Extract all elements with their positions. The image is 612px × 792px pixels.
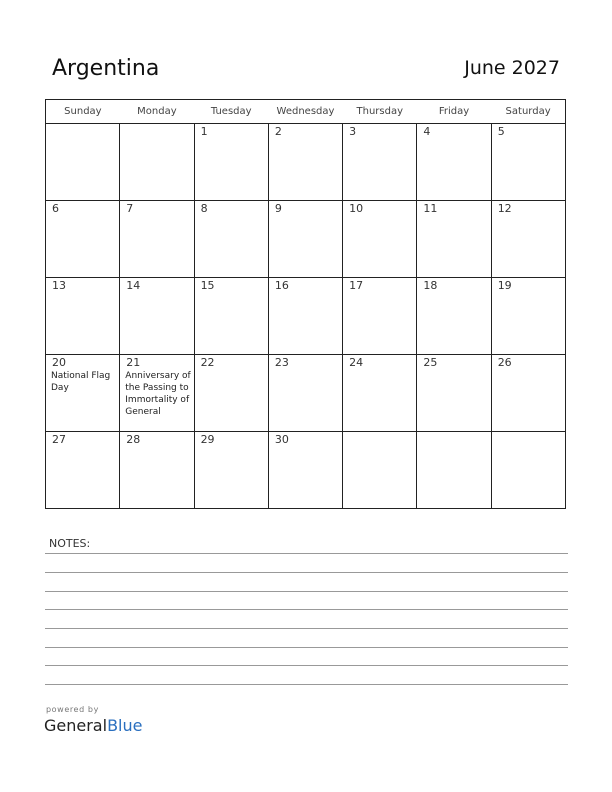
calendar-week-row [46, 355, 566, 432]
day-number: 24 [349, 356, 364, 369]
day-number [120, 124, 193, 125]
calendar-week-row [46, 124, 566, 201]
weekday-thursday: Thursday [343, 100, 417, 124]
day-number: 28 [126, 433, 141, 446]
calendar-day-cell[interactable] [46, 432, 120, 509]
calendar-day-cell[interactable] [120, 355, 194, 432]
day-number: 15 [200, 279, 215, 292]
calendar-day-cell[interactable] [268, 278, 342, 355]
calendar-day-cell[interactable] [417, 278, 491, 355]
calendar-day-cell[interactable] [268, 124, 342, 201]
calendar-day-cell[interactable] [120, 278, 194, 355]
holiday-event: Anniversary of the Passing to Immortality of General [125, 371, 191, 417]
day-number: 11 [423, 202, 438, 215]
day-number [46, 124, 119, 125]
day-number: 25 [423, 356, 438, 369]
note-line [45, 684, 568, 685]
notes-label: NOTES: [49, 537, 91, 550]
day-number: 23 [274, 356, 289, 369]
calendar-week-row [46, 432, 566, 509]
note-line [45, 628, 568, 629]
calendar-day-cell[interactable] [491, 355, 565, 432]
weekday-monday: Monday [120, 100, 194, 124]
calendar-day-cell[interactable] [343, 355, 417, 432]
calendar-month-year: June 2027 [464, 57, 560, 79]
day-number: 19 [497, 279, 512, 292]
calendar-day-cell[interactable] [491, 432, 565, 509]
note-line [45, 665, 568, 666]
day-number: 27 [52, 433, 66, 446]
day-number: 13 [52, 279, 66, 292]
note-line [45, 591, 568, 592]
weekday-saturday: Saturday [491, 100, 565, 124]
powered-by-text: powered by [46, 705, 99, 714]
note-line [45, 647, 568, 648]
calendar-day-cell[interactable] [120, 201, 194, 278]
day-number: 16 [274, 279, 289, 292]
calendar-week-row [46, 278, 566, 355]
day-number [492, 432, 565, 433]
day-number: 8 [200, 202, 208, 215]
calendar-day-cell[interactable] [491, 278, 565, 355]
day-number: 20 [52, 356, 66, 369]
calendar-day-cell[interactable] [120, 432, 194, 509]
calendar-week-row [46, 201, 566, 278]
day-number: 21 [126, 356, 141, 369]
day-number: 14 [126, 279, 141, 292]
day-number [343, 432, 416, 433]
day-number: 2 [274, 125, 282, 138]
brand-name-part2: Blue [107, 716, 143, 735]
calendar-day-cell[interactable] [417, 355, 491, 432]
note-line [45, 572, 568, 573]
calendar-day-cell[interactable] [46, 278, 120, 355]
day-number: 10 [349, 202, 364, 215]
weekday-header-row [46, 100, 566, 124]
day-number: 6 [52, 202, 59, 215]
day-number [417, 432, 490, 433]
day-number: 12 [497, 202, 512, 215]
weekday-wednesday: Wednesday [268, 100, 342, 124]
holiday-event: National Flag Day [51, 371, 111, 393]
calendar-day-cell[interactable] [343, 432, 417, 509]
calendar-day-cell[interactable] [46, 124, 120, 201]
day-number: 22 [200, 356, 215, 369]
day-number: 29 [200, 433, 215, 446]
day-number: 26 [497, 356, 512, 369]
day-number: 18 [423, 279, 438, 292]
calendar-day-cell[interactable] [194, 432, 268, 509]
calendar-day-cell[interactable] [417, 201, 491, 278]
day-number: 30 [274, 433, 289, 446]
note-line [45, 609, 568, 610]
calendar-day-cell[interactable] [343, 278, 417, 355]
calendar-country: Argentina [52, 56, 160, 81]
calendar-day-cell[interactable] [268, 201, 342, 278]
day-number: 1 [200, 125, 208, 138]
day-number: 17 [349, 279, 364, 292]
calendar-day-cell[interactable] [491, 201, 565, 278]
day-number: 7 [126, 202, 134, 215]
calendar-day-cell[interactable] [417, 432, 491, 509]
calendar-day-cell[interactable] [194, 278, 268, 355]
calendar-day-cell[interactable] [46, 355, 120, 432]
calendar-day-cell[interactable] [268, 355, 342, 432]
weekday-sunday: Sunday [46, 100, 120, 124]
calendar-day-cell[interactable] [46, 201, 120, 278]
calendar-day-cell[interactable] [417, 124, 491, 201]
calendar-day-cell[interactable] [268, 432, 342, 509]
weekday-friday: Friday [417, 100, 491, 124]
note-line [45, 553, 568, 554]
calendar-day-cell[interactable] [194, 355, 268, 432]
calendar-grid [45, 99, 566, 509]
day-number: 4 [423, 125, 431, 138]
calendar-day-cell[interactable] [194, 124, 268, 201]
calendar-day-cell[interactable] [491, 124, 565, 201]
calendar-day-cell[interactable] [343, 124, 417, 201]
brand-logo[interactable] [44, 716, 142, 735]
calendar-day-cell[interactable] [343, 201, 417, 278]
day-number: 9 [274, 202, 282, 215]
calendar-day-cell[interactable] [194, 201, 268, 278]
brand-name-part1: General [44, 716, 108, 735]
calendar-day-cell[interactable] [120, 124, 194, 201]
weekday-tuesday: Tuesday [194, 100, 268, 124]
day-number: 3 [349, 125, 357, 138]
day-number: 5 [497, 125, 505, 138]
